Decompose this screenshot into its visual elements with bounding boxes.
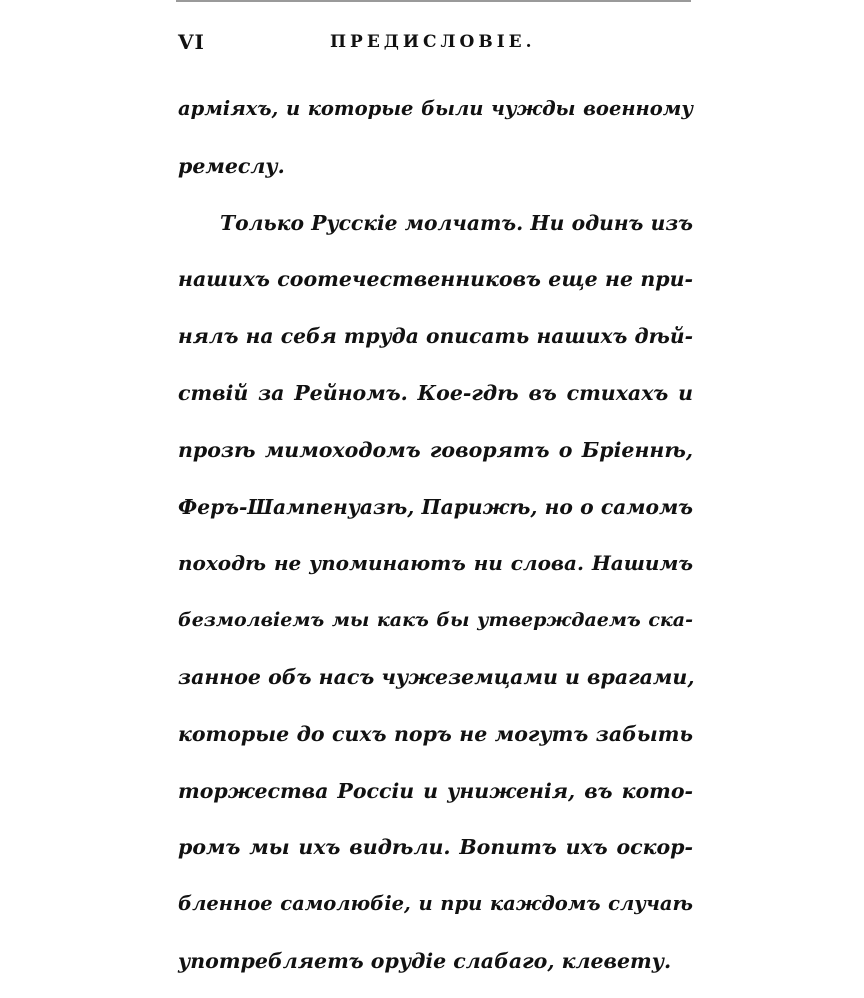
text-line: нашихъ соотечественниковъ еще не при- [178, 267, 693, 292]
text-line: нялъ на себя труда описать нашихъ дѣй- [178, 324, 693, 349]
paragraph-1 [178, 86, 693, 200]
text-line: арміяхъ, и которые были чужды военному [178, 97, 693, 120]
text-line: ромъ мы ихъ видѣли. Вопитъ ихъ оскор- [178, 835, 693, 860]
paragraph-2 [178, 200, 693, 995]
text-line: употребляетъ орудіе слабаго, клевету. [178, 948, 672, 973]
text-line: походѣ не упоминаютъ ни слова. Нашимъ [178, 551, 693, 576]
text-line: торжества Россіи и униженія, въ кото- [178, 778, 693, 803]
text-line: которые до сихъ поръ не могутъ забыть [178, 721, 693, 746]
text-line: безмолвіемъ мы какъ бы утверждаемъ ска- [178, 609, 693, 632]
body-text [178, 86, 693, 995]
text-line: Феръ-Шампенуазѣ, Парижѣ, но о самомъ [178, 494, 693, 519]
text-line: ствій за Рейномъ. Кое-гдѣ въ стихахъ и [178, 380, 693, 405]
top-rule [176, 0, 691, 2]
text-line: занное объ насъ чужеземцами и врагами, [178, 664, 695, 689]
page-number: VI [178, 30, 205, 54]
text-line: Только Русскіе молчатъ. Ни одинъ изъ [220, 210, 693, 235]
text-line: ремеслу. [178, 153, 285, 178]
text-line: прозѣ мимоходомъ говорятъ о Бріеннѣ, [178, 437, 693, 462]
text-line: бленное самолюбіе, и при каждомъ случаѣ [178, 892, 693, 916]
page-header [178, 30, 690, 60]
running-head: ПРЕДИСЛОВІЕ. [330, 32, 536, 52]
